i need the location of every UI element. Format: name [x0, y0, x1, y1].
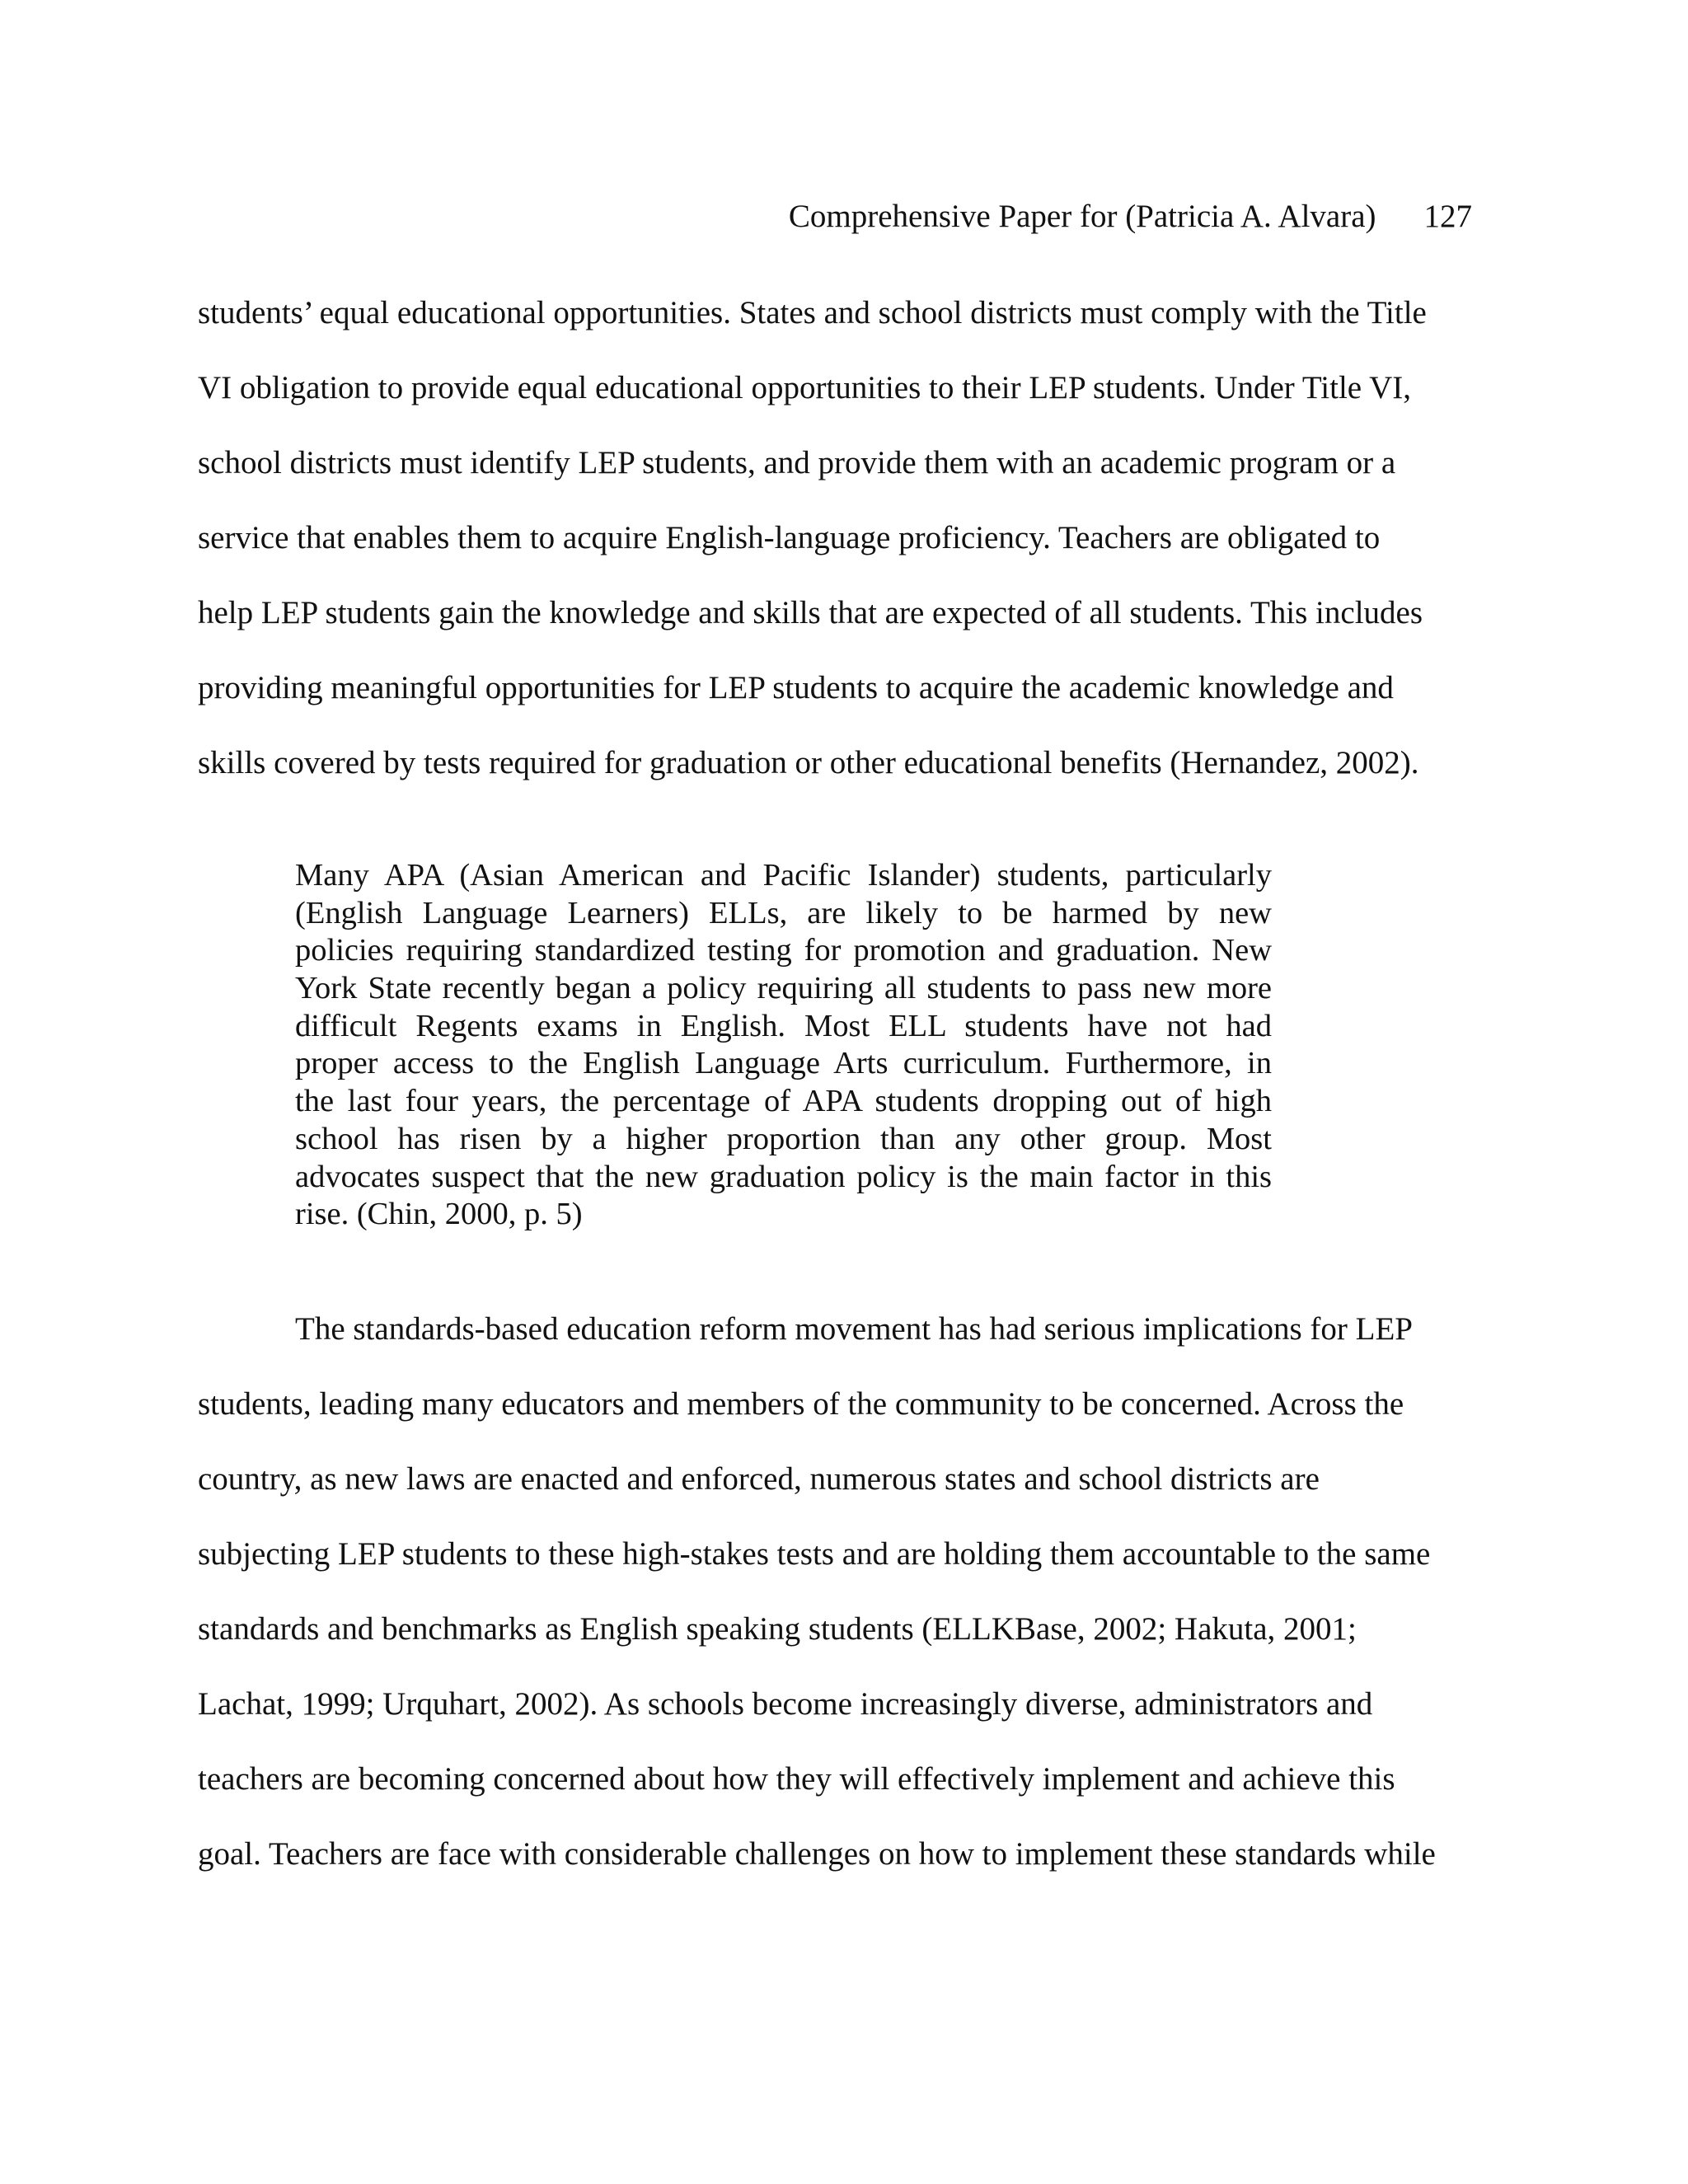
page-number: 127 — [1423, 199, 1472, 234]
paragraph-line: subjecting LEP students to these high-stakes tests and are holding them accountable to the same — [198, 1536, 1431, 1572]
quote-line: policies requiring standardized testing for promotion and graduation. New — [295, 933, 1272, 968]
quote-line: rise. (Chin, 2000, p. 5) — [295, 1197, 583, 1232]
quote-line: Many APA (Asian American and Pacific Islander) students, particularly — [295, 858, 1272, 893]
running-title: Comprehensive Paper for (Patricia A. Alvara) — [788, 199, 1376, 234]
quote-line: difficult Regents exams in English. Most ELL students have not had — [295, 1008, 1272, 1043]
paragraph-line: school districts must identify LEP students, and provide them with an academic program or a — [198, 445, 1396, 480]
quote-line: school has risen by a higher proportion than any other group. Most — [295, 1121, 1272, 1156]
paragraph-line: teachers are becoming concerned about how they will effectively implement and achieve this — [198, 1761, 1395, 1797]
paragraph-line: skills covered by tests required for graduation or other educational benefits (Hernandez, 2002). — [198, 745, 1419, 780]
paragraph-line: service that enables them to acquire English-language proficiency. Teachers are obligated to — [198, 520, 1381, 555]
quote-line: advocates suspect that the new graduation policy is the main factor in this — [295, 1159, 1272, 1194]
paragraph-line: help LEP students gain the knowledge and skills that are expected of all students. This includes — [198, 595, 1423, 630]
quote-line: proper access to the English Language Arts curriculum. Furthermore, in — [295, 1046, 1272, 1081]
quote-line: (English Language Learners) ELLs, are likely to be harmed by new — [295, 895, 1272, 930]
paragraph-line: students, leading many educators and members of the community to be concerned. Across the — [198, 1386, 1404, 1422]
paragraph-line: standards and benchmarks as English speaking students (ELLKBase, 2002; Hakuta, 2001; — [198, 1611, 1357, 1647]
paragraph-line: VI obligation to provide equal educational opportunities to their LEP students. Under Title VI, — [198, 370, 1412, 405]
page-header — [789, 198, 1472, 236]
paragraph-line: Lachat, 1999; Urquhart, 2002). As schools become increasingly diverse, administrators and — [198, 1686, 1373, 1722]
quote-line: York State recently began a policy requiring all students to pass new more — [295, 971, 1272, 1006]
paragraph-line: The standards-based education reform movement has had serious implications for LEP — [295, 1311, 1413, 1347]
quote-line: the last four years, the percentage of APA students dropping out of high — [295, 1084, 1272, 1119]
paragraph-line: country, as new laws are enacted and enforced, numerous states and school districts are — [198, 1461, 1320, 1497]
paragraph-line: students’ equal educational opportunities. States and school districts must comply with the Title — [198, 295, 1427, 330]
paragraph-line: goal. Teachers are face with considerable challenges on how to implement these standards while — [198, 1836, 1436, 1872]
block-quote — [295, 857, 1272, 1234]
paragraph-line: providing meaningful opportunities for LEP students to acquire the academic knowledge and — [198, 670, 1394, 705]
